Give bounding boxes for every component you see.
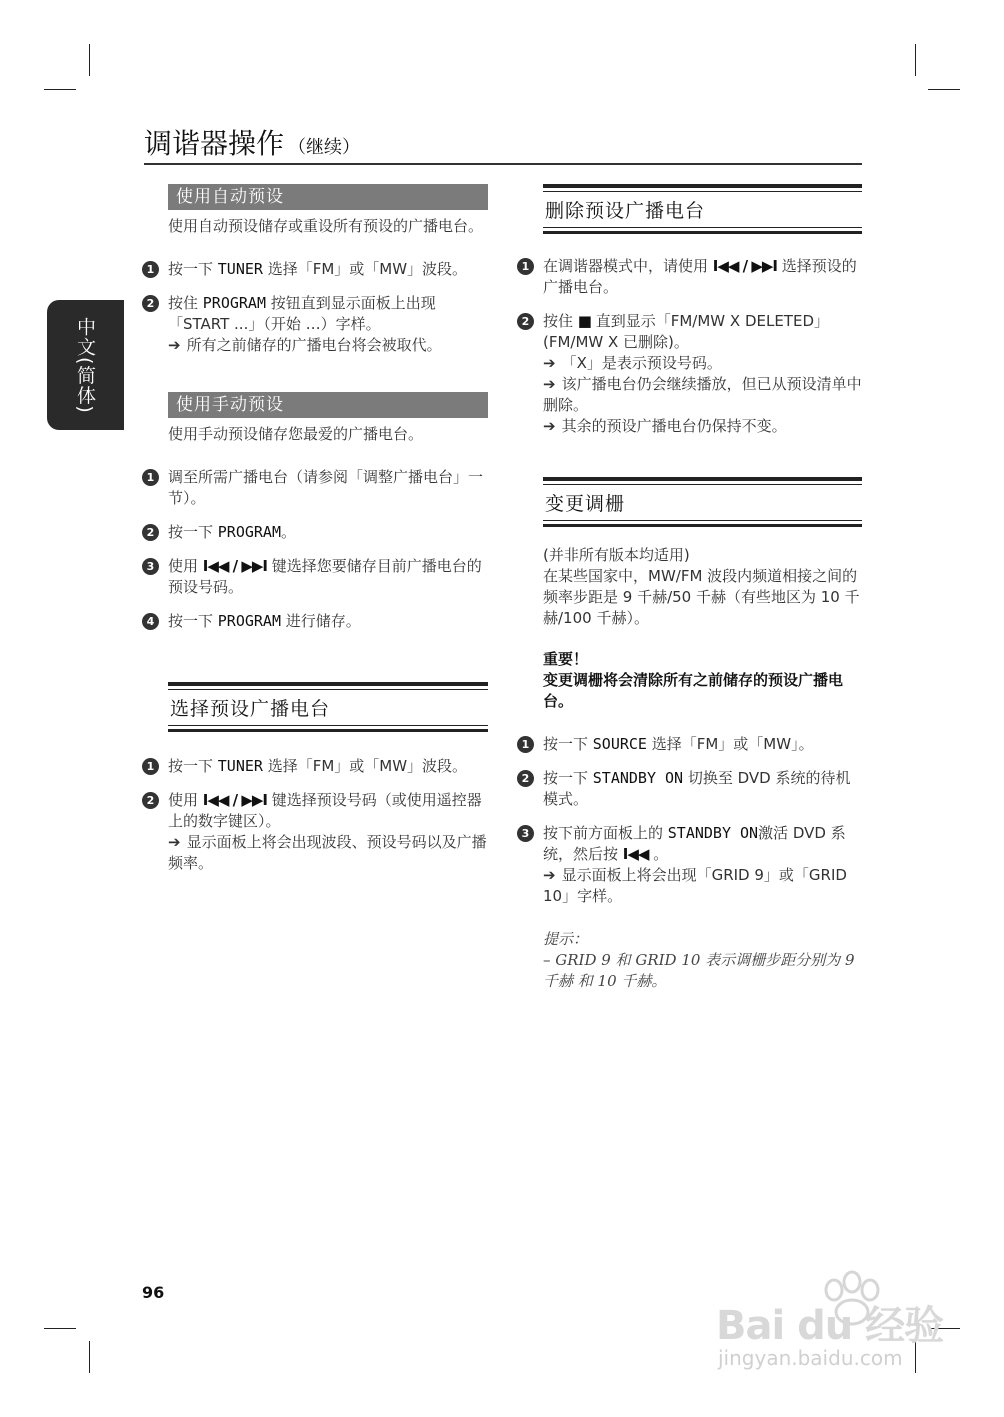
watermark-logo: Bai du 经验 <box>716 1303 944 1349</box>
arrow-icon: ➔ <box>168 336 181 354</box>
left-column <box>142 184 488 874</box>
stop-icon: ■ <box>577 312 591 330</box>
section-heading-select-preset: 选择预设广播电台 <box>168 682 488 732</box>
step: 1 按一下 SOURCE 选择「FM」或「MW」。 <box>517 734 862 755</box>
step: 1 按一下 TUNER 选择「FM」或「MW」波段。 <box>142 756 488 777</box>
step: 3 使用 I◀◀ / ▶▶I 键选择您要储存目前广播电台的预设号码。 <box>142 556 488 598</box>
prev-next-icon: I◀◀ / ▶▶I <box>712 257 778 275</box>
step-number: 1 <box>142 469 159 486</box>
section-heading-delete-preset: 删除预设广播电台 <box>543 184 862 234</box>
crop-mark <box>928 89 960 90</box>
baidu-watermark <box>716 1268 946 1388</box>
title-rule <box>144 163 862 165</box>
step: 2 按住 PROGRAM 按钮直到显示面板上出现「START ...」（开始 …）字样。 ➔ 所有之前储存的广播电台将会被取代。 <box>142 293 488 356</box>
intro-text: 使用自动预设储存或重设所有预设的广播电台。 <box>168 217 484 235</box>
step-number: 1 <box>142 758 159 775</box>
step-number: 3 <box>142 558 159 575</box>
arrow-icon: ➔ <box>543 417 556 435</box>
arrow-icon: ➔ <box>168 833 181 851</box>
step: 1 在调谐器模式中，请使用 I◀◀ / ▶▶I 选择预设的广播电台。 <box>517 256 862 298</box>
arrow-icon: ➔ <box>543 354 556 372</box>
section-heading-change-grid: 变更调栅 <box>543 477 862 527</box>
crop-mark <box>44 1328 76 1329</box>
step-number: 1 <box>517 258 534 275</box>
arrow-icon: ➔ <box>543 866 556 884</box>
arrow-icon: ➔ <box>543 375 556 393</box>
step: 1 调至所需广播电台（请参阅「调整广播电台」一节）。 <box>142 467 488 509</box>
step: 2 按一下 PROGRAM。 <box>142 522 488 543</box>
crop-mark <box>89 1341 90 1373</box>
section-heading-manual-preset: 使用手动预设 <box>168 392 488 418</box>
step-number: 2 <box>142 295 159 312</box>
step: 2 使用 I◀◀ / ▶▶I 键选择预设号码（或使用遥控器上的数字键区）。 ➔ 显示面板上将会出现波段、预设号码以及广播频率。 <box>142 790 488 874</box>
step-number: 1 <box>517 736 534 753</box>
step: 2 按一下 STANDBY ON 切换至 DVD 系统的待机模式。 <box>517 768 862 810</box>
page-title: 调谐器操作 （继续） <box>144 127 361 160</box>
step-number: 2 <box>142 792 159 809</box>
intro-text: 使用手动预设储存您最爱的广播电台。 <box>168 425 424 443</box>
step: 3 按下前方面板上的 STANDBY ON激活 DVD 系统，然后按 I◀◀ 。 ➔ 显示面板上将会出现「GRID 9」或「GRID 10」字样。 <box>517 823 862 907</box>
prev-next-icon: I◀◀ / ▶▶I <box>202 557 268 575</box>
crop-mark <box>44 89 76 90</box>
step-number: 2 <box>517 313 534 330</box>
prev-next-icon: I◀◀ / ▶▶I <box>202 791 268 809</box>
crop-mark <box>915 44 916 76</box>
step: 1 按一下 TUNER 选择「FM」或「MW」波段。 <box>142 259 488 280</box>
page-number: 96 <box>142 1283 165 1302</box>
right-column <box>517 184 862 992</box>
step-number: 2 <box>517 770 534 787</box>
step-number: 2 <box>142 524 159 541</box>
step-number: 3 <box>517 825 534 842</box>
prev-icon: I◀◀ <box>622 845 649 863</box>
step: 2 按住 ■ 直到显示「FM/MW X DELETED」(FM/MW X 已删除)。 ➔ 「X」是表示预设号码。 ➔ 该广播电台仍会继续播放，但已从预设清单中删除。 ➔ 其余的预设广播电台仍保持不变。 <box>517 311 862 437</box>
intro-text: (并非所有版本均适用) 在某些国家中，MW/FM 波段内频道相接之间的频率步距是 9 千赫/50 千赫（有些地区为 10 千赫/100 千赫）。 <box>543 546 860 627</box>
step-number: 4 <box>142 613 159 630</box>
step-number: 1 <box>142 261 159 278</box>
tip-note: 提示： – GRID 9 和 GRID 10 表示调栅步距分别为 9 千赫 和 10 千赫。 <box>543 930 855 990</box>
section-heading-auto-preset: 使用自动预设 <box>168 184 488 210</box>
language-side-tab: 中文(简体) <box>47 300 124 430</box>
step: 4 按一下 PROGRAM 进行储存。 <box>142 611 488 632</box>
watermark-url: jingyan.baidu.com <box>718 1346 903 1370</box>
important-note: 重要！ 变更调栅将会清除所有之前储存的预设广播电台。 <box>543 650 844 710</box>
crop-mark <box>89 44 90 76</box>
